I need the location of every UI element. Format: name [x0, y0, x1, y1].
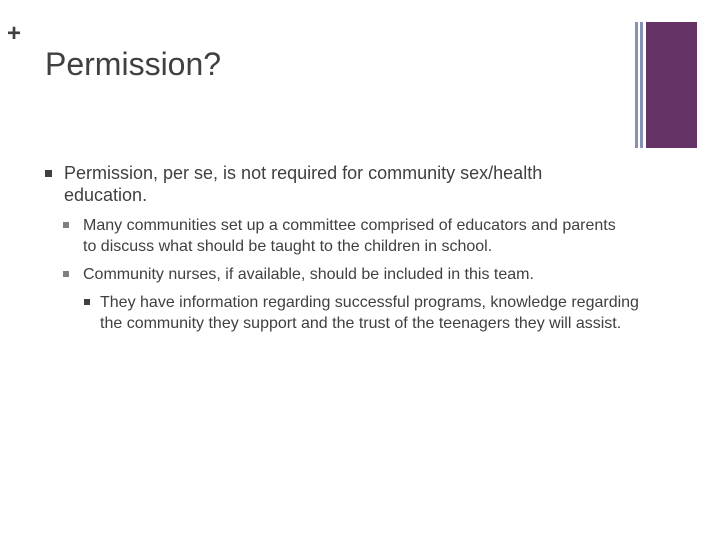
bullet-text: Community nurses, if available, should be included in this team.: [83, 266, 534, 283]
bullet-item-level2: [63, 264, 623, 285]
bullet-text: Many communities set up a committee comprised of educators and parents to discuss what should be taught to the children in school.: [83, 217, 616, 255]
bullet-text: Permission, per se, is not required for community sex/health education.: [64, 163, 543, 205]
slide-title: Permission?: [45, 46, 222, 82]
bullet-item-level2: [63, 215, 623, 257]
bullet-text: They have information regarding successful programs, knowledge regarding the community they support and the trust of the teenagers they will assist.: [100, 294, 639, 332]
plus-mark: +: [7, 20, 22, 47]
bullet-item-level1: [45, 162, 605, 206]
accent-line-right: [640, 22, 643, 148]
square-bullet-icon: [84, 299, 90, 305]
accent-line-left: [635, 22, 638, 148]
square-bullet-icon: [63, 271, 69, 277]
square-bullet-icon: [63, 222, 69, 228]
accent-block: [646, 22, 697, 148]
bullet-item-level3: [84, 292, 644, 334]
square-bullet-icon: [45, 170, 52, 177]
